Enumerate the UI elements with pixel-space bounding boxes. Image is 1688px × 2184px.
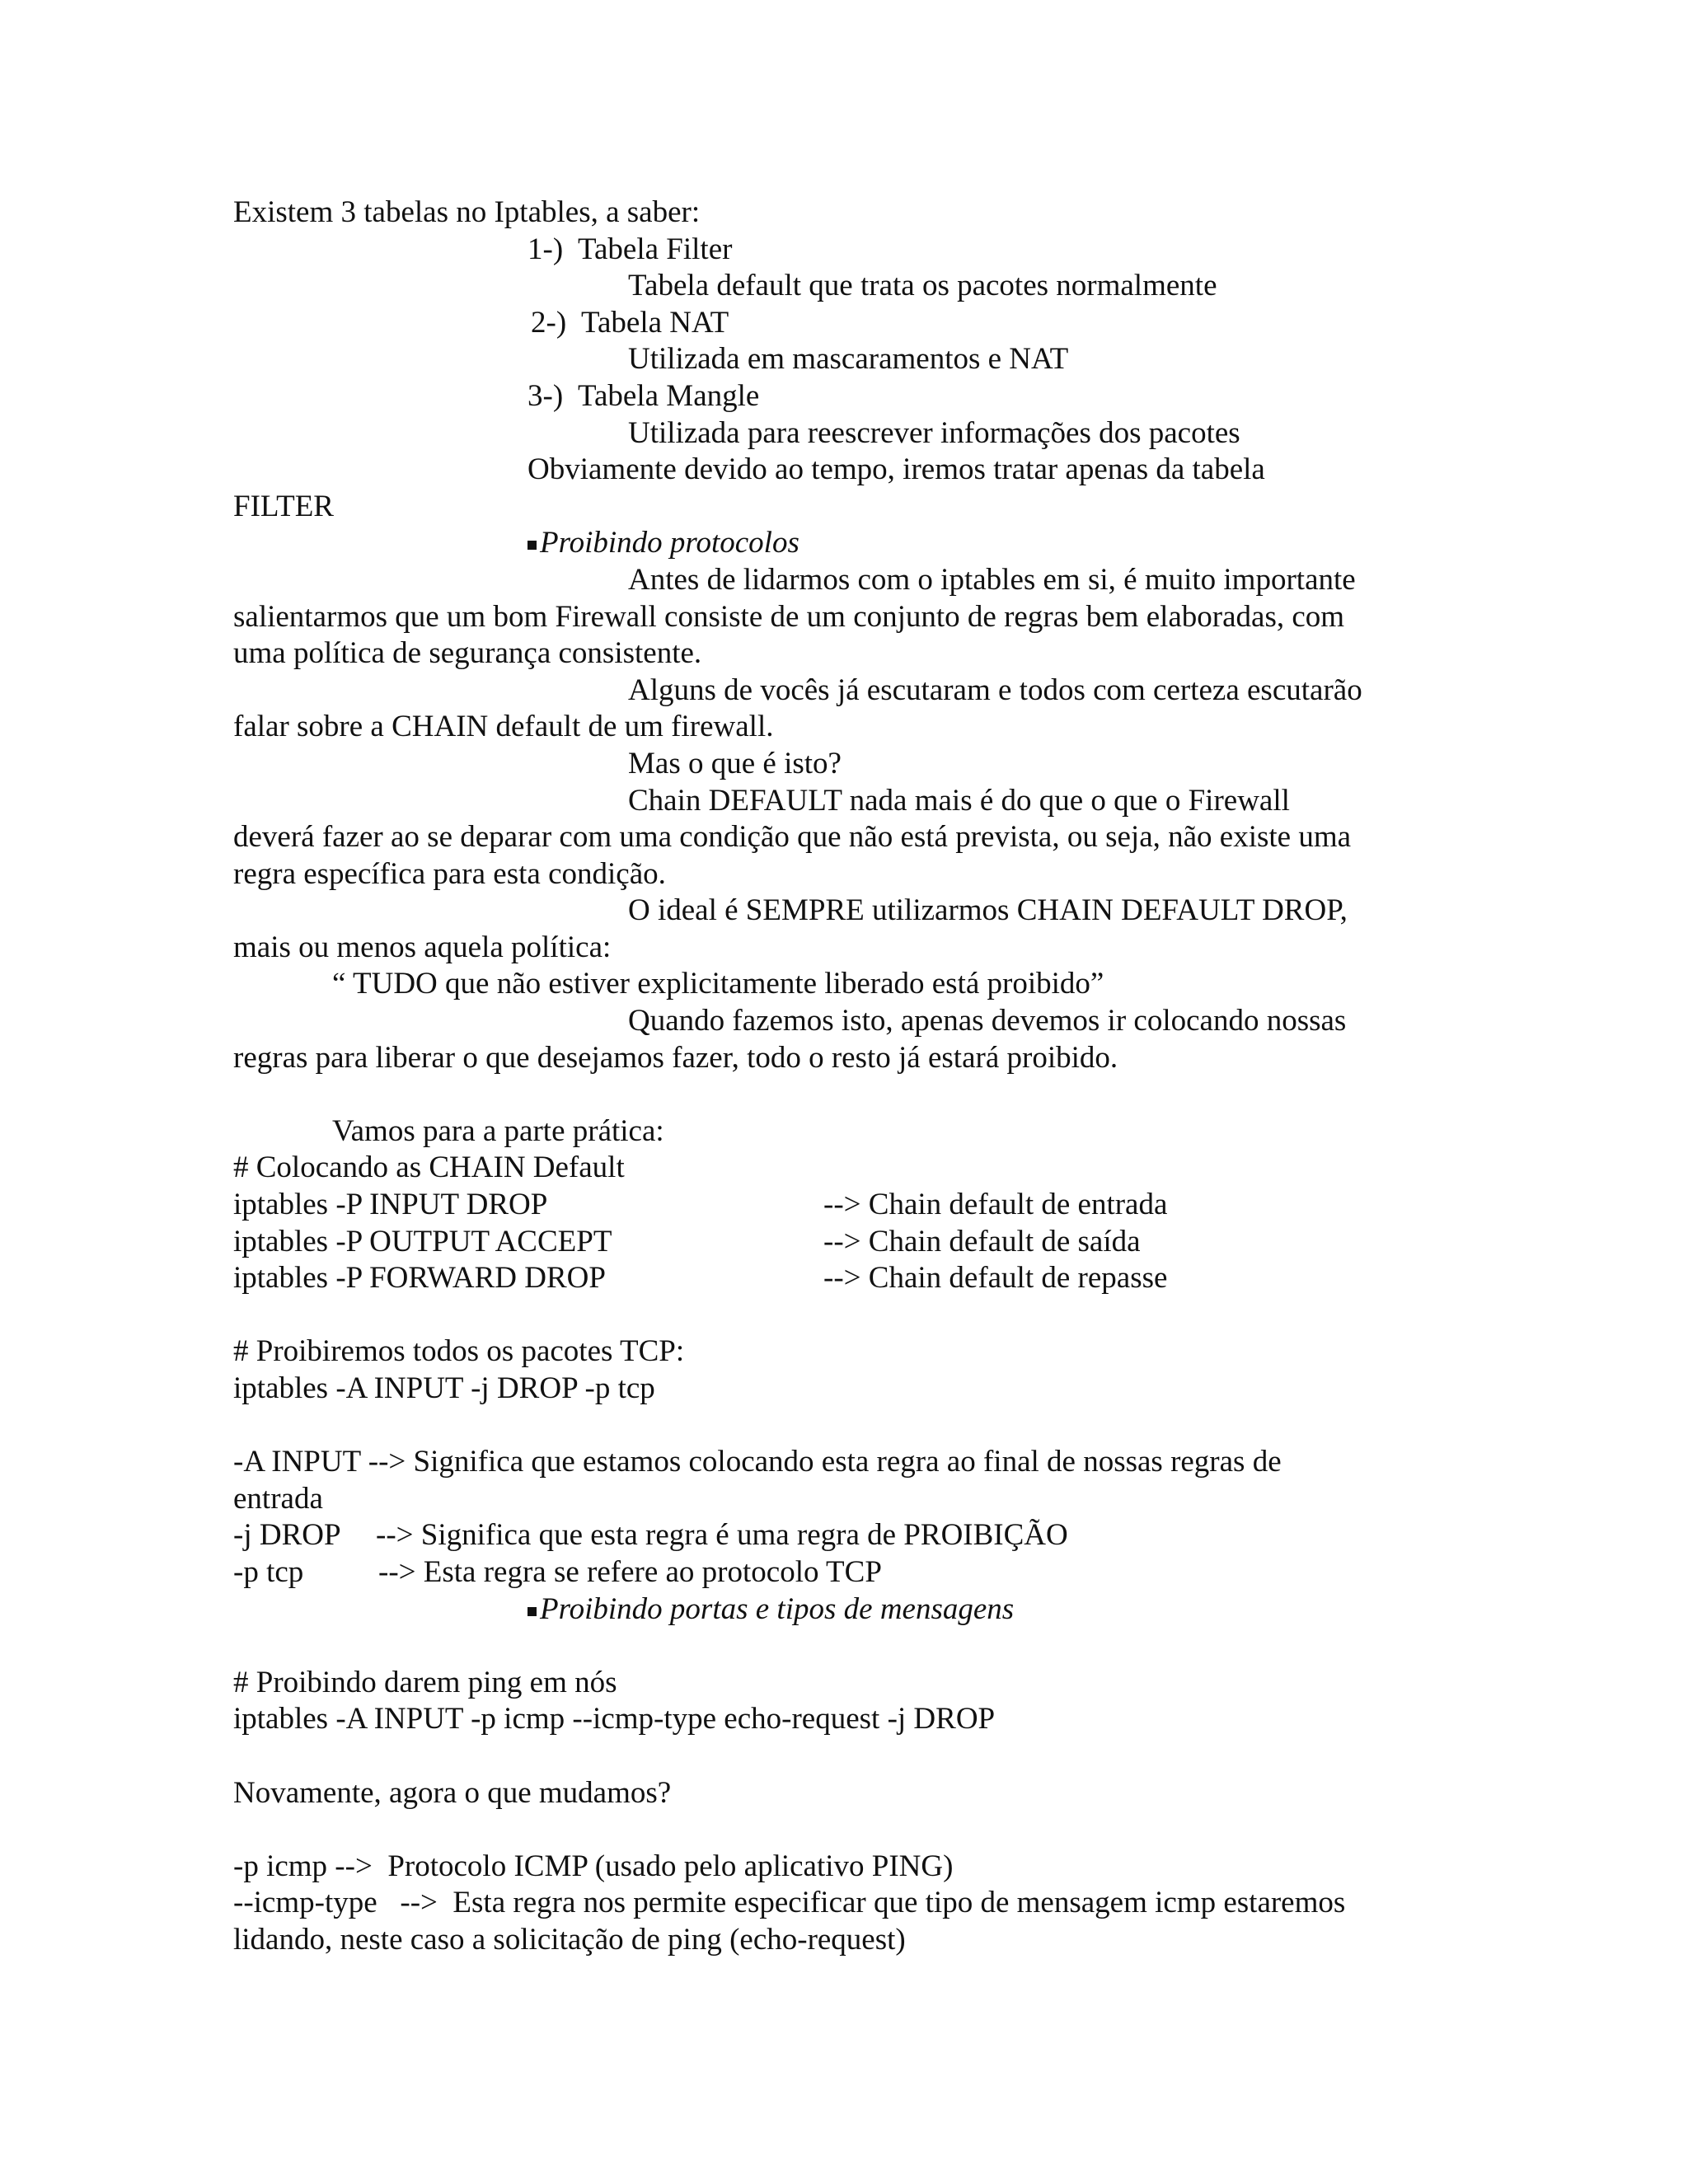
explain-row <box>233 1849 1470 1886</box>
table-nat-desc: Utilizada em mascaramentos e NAT <box>628 342 1069 377</box>
blank-line <box>233 1811 1470 1849</box>
section-heading-text: Proibindo protocolos <box>540 526 799 560</box>
command-note: --> Chain default de entrada <box>823 1188 1168 1222</box>
explain-row <box>233 1885 1470 1922</box>
explain-line: -A INPUT --> Significa que estamos colocando esta regra ao final de nossas regras de <box>233 1445 1282 1479</box>
explain-row <box>233 1517 1470 1554</box>
command-note: --> Chain default de repasse <box>823 1261 1168 1296</box>
option-text: Esta regra nos permite especificar que tipo de mensagem icmp estaremos <box>452 1886 1346 1920</box>
paragraph-line: mais ou menos aquela política: <box>233 930 612 964</box>
code-comment: # Proibiremos todos os pacotes TCP: <box>233 1334 685 1369</box>
paragraph-line: Chain DEFAULT nada mais é do que o que o Firewall <box>628 783 1290 818</box>
obviamente-line-2: FILTER <box>233 489 334 523</box>
obviamente-line-1: Obviamente devido ao tempo, iremos tratar apenas da tabela <box>528 452 1265 487</box>
paragraph-line: Mas o que é isto? <box>628 746 842 780</box>
blank-line <box>233 1297 1470 1334</box>
code-comment: # Colocando as CHAIN Default <box>233 1151 625 1185</box>
table-mangle-desc: Utilizada para reescrever informações dos pacotes <box>628 415 1240 450</box>
section-heading-protocolos <box>233 525 1470 562</box>
table-filter-desc: Tabela default que trata os pacotes normalmente <box>628 269 1217 303</box>
table-mangle-title: 3-) Tabela Mangle <box>528 378 760 413</box>
square-bullet-icon <box>528 1607 537 1616</box>
option-name: -p tcp <box>233 1554 304 1589</box>
blank-line <box>233 1076 1470 1113</box>
explain-line: entrada <box>233 1481 323 1516</box>
section-heading-text: Proibindo portas e tipos de mensagens <box>540 1591 1015 1626</box>
table-filter-title: 1-) Tabela Filter <box>528 232 733 266</box>
command-text: iptables -P OUTPUT ACCEPT <box>233 1224 612 1258</box>
command-text: iptables -P INPUT DROP <box>233 1188 548 1222</box>
paragraph-line: Antes de lidarmos com o iptables em si, é muito importante <box>628 562 1356 597</box>
blank-line <box>233 1408 1470 1445</box>
square-bullet-icon <box>528 541 537 550</box>
option-text: Protocolo ICMP (usado pelo aplicativo PING) <box>387 1849 954 1883</box>
option-text: --> Esta regra se refere ao protocolo TCP <box>378 1554 882 1589</box>
paragraph-line: uma política de segurança consistente. <box>233 636 702 671</box>
document-page <box>233 194 1470 1959</box>
table-nat-title: 2-) Tabela NAT <box>531 305 729 340</box>
intro-line: Existem 3 tabelas no Iptables, a saber: <box>233 195 701 229</box>
policy-quote: “ TUDO que não estiver explicitamente liberado está proibido” <box>332 967 1104 1001</box>
explain-row <box>233 1554 1470 1591</box>
explain-line: lidando, neste caso a solicitação de ping (echo-request) <box>233 1922 906 1957</box>
command-row <box>233 1260 1470 1297</box>
option-name: --icmp-type --> <box>233 1886 438 1920</box>
command-row <box>233 1187 1470 1224</box>
paragraph-line: Quando fazemos isto, apenas devemos ir colocando nossas <box>628 1004 1347 1038</box>
command-text: iptables -A INPUT -j DROP -p tcp <box>233 1371 655 1405</box>
command-text: iptables -P FORWARD DROP <box>233 1261 606 1296</box>
blank-line <box>233 1738 1470 1775</box>
paragraph-line: falar sobre a CHAIN default de um firewall. <box>233 710 774 744</box>
option-text: --> Significa que esta regra é uma regra de PROIBIÇÃO <box>376 1518 1068 1553</box>
option-name: -j DROP <box>233 1518 341 1553</box>
command-text: iptables -A INPUT -p icmp --icmp-type echo-request -j DROP <box>233 1702 996 1736</box>
section-heading-portas <box>233 1591 1470 1629</box>
command-note: --> Chain default de saída <box>823 1224 1141 1258</box>
paragraph-line: regras para liberar o que desejamos fazer, todo o resto já estará proibido. <box>233 1040 1118 1075</box>
option-name: -p icmp --> <box>233 1849 373 1883</box>
command-row <box>233 1224 1470 1261</box>
paragraph-line: regra específica para esta condição. <box>233 856 666 891</box>
blank-line <box>233 1628 1470 1665</box>
paragraph-line: salientarmos que um bom Firewall consiste de um conjunto de regras bem elaboradas, com <box>233 599 1345 634</box>
paragraph-line: deverá fazer ao se deparar com uma condição que não está prevista, ou seja, não existe uma <box>233 820 1352 855</box>
paragraph-line: Alguns de vocês já escutaram e todos com certeza escutarão <box>628 673 1362 707</box>
practice-intro: Vamos para a parte prática: <box>332 1113 664 1148</box>
question-line: Novamente, agora o que mudamos? <box>233 1775 672 1810</box>
code-comment: # Proibindo darem ping em nós <box>233 1665 617 1699</box>
paragraph-line: O ideal é SEMPRE utilizarmos CHAIN DEFAULT DROP, <box>628 893 1348 928</box>
